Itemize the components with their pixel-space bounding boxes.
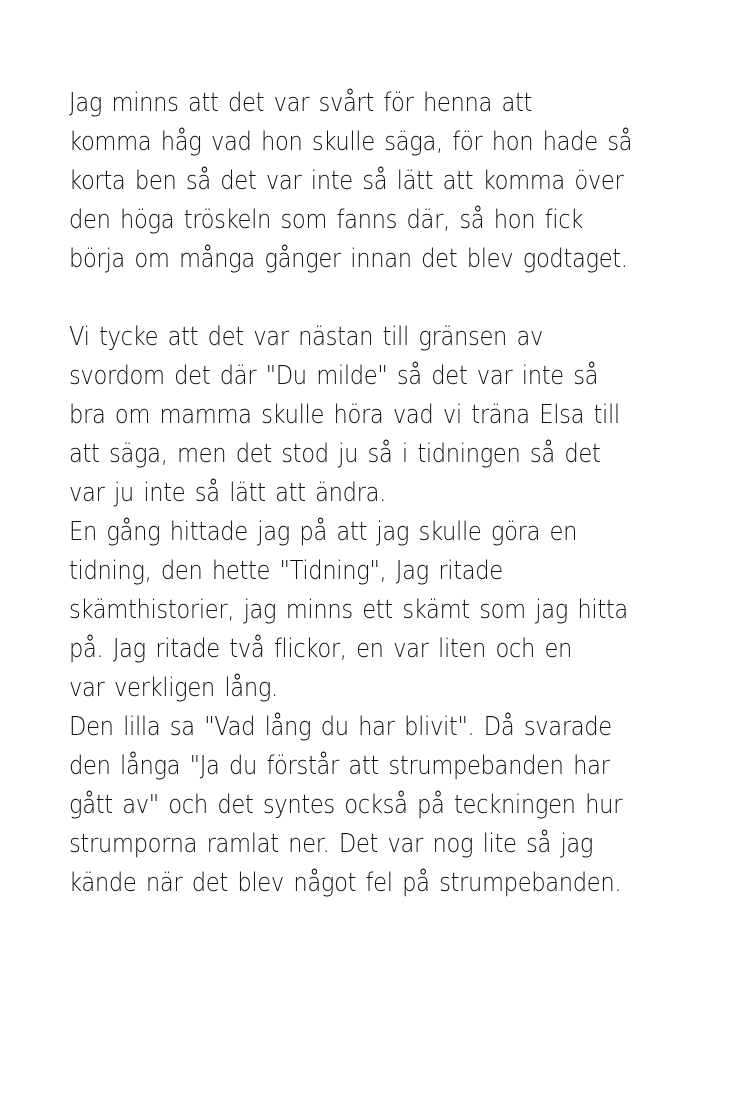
paragraph — [69, 84, 635, 279]
text-line: strumporna ramlat ner. Det var nog lite så jag — [69, 829, 594, 859]
text-line: kände när det blev något fel på strumpebanden. — [69, 868, 622, 898]
text-line: svordom det där "Du milde" så det var inte så — [69, 361, 599, 391]
paragraph — [69, 708, 635, 903]
text-line: på. Jag ritade två flickor, en var liten och en — [69, 634, 573, 664]
text-line: var verkligen lång. — [69, 673, 278, 703]
text-line: att säga, men det stod ju så i tidningen så det — [69, 439, 601, 469]
text-line: tidning, den hette "Tidning", Jag ritade — [69, 556, 503, 586]
text-line: börja om många gånger innan det blev godtaget. — [69, 244, 628, 274]
text-line: Jag minns att det var svårt för henna att — [69, 88, 533, 118]
text-line: gått av" och det syntes också på teckningen hur — [69, 790, 623, 820]
text-line: korta ben så det var inte så lätt att komma över — [69, 166, 624, 196]
text-line: En gång hittade jag på att jag skulle göra en — [69, 517, 578, 547]
text-line: var ju inte så lätt att ändra. — [69, 478, 386, 508]
text-line: den höga tröskeln som fanns där, så hon fick — [69, 205, 584, 235]
paragraph — [69, 318, 635, 513]
paragraph — [69, 513, 635, 708]
paragraph-gap — [69, 279, 635, 318]
text-line: den långa "Ja du förstår att strumpebanden har — [69, 751, 610, 781]
text-line: Vi tycke att det var nästan till gränsen av — [69, 322, 544, 352]
text-line: skämthistorier, jag minns ett skämt som jag hitta — [69, 595, 628, 625]
handwritten-text — [69, 84, 635, 903]
text-line: bra om mamma skulle höra vad vi träna Elsa till — [69, 400, 620, 430]
text-line: komma håg vad hon skulle säga, för hon hade så — [69, 127, 633, 157]
text-line: Den lilla sa "Vad lång du har blivit". Då svarade — [69, 712, 612, 742]
